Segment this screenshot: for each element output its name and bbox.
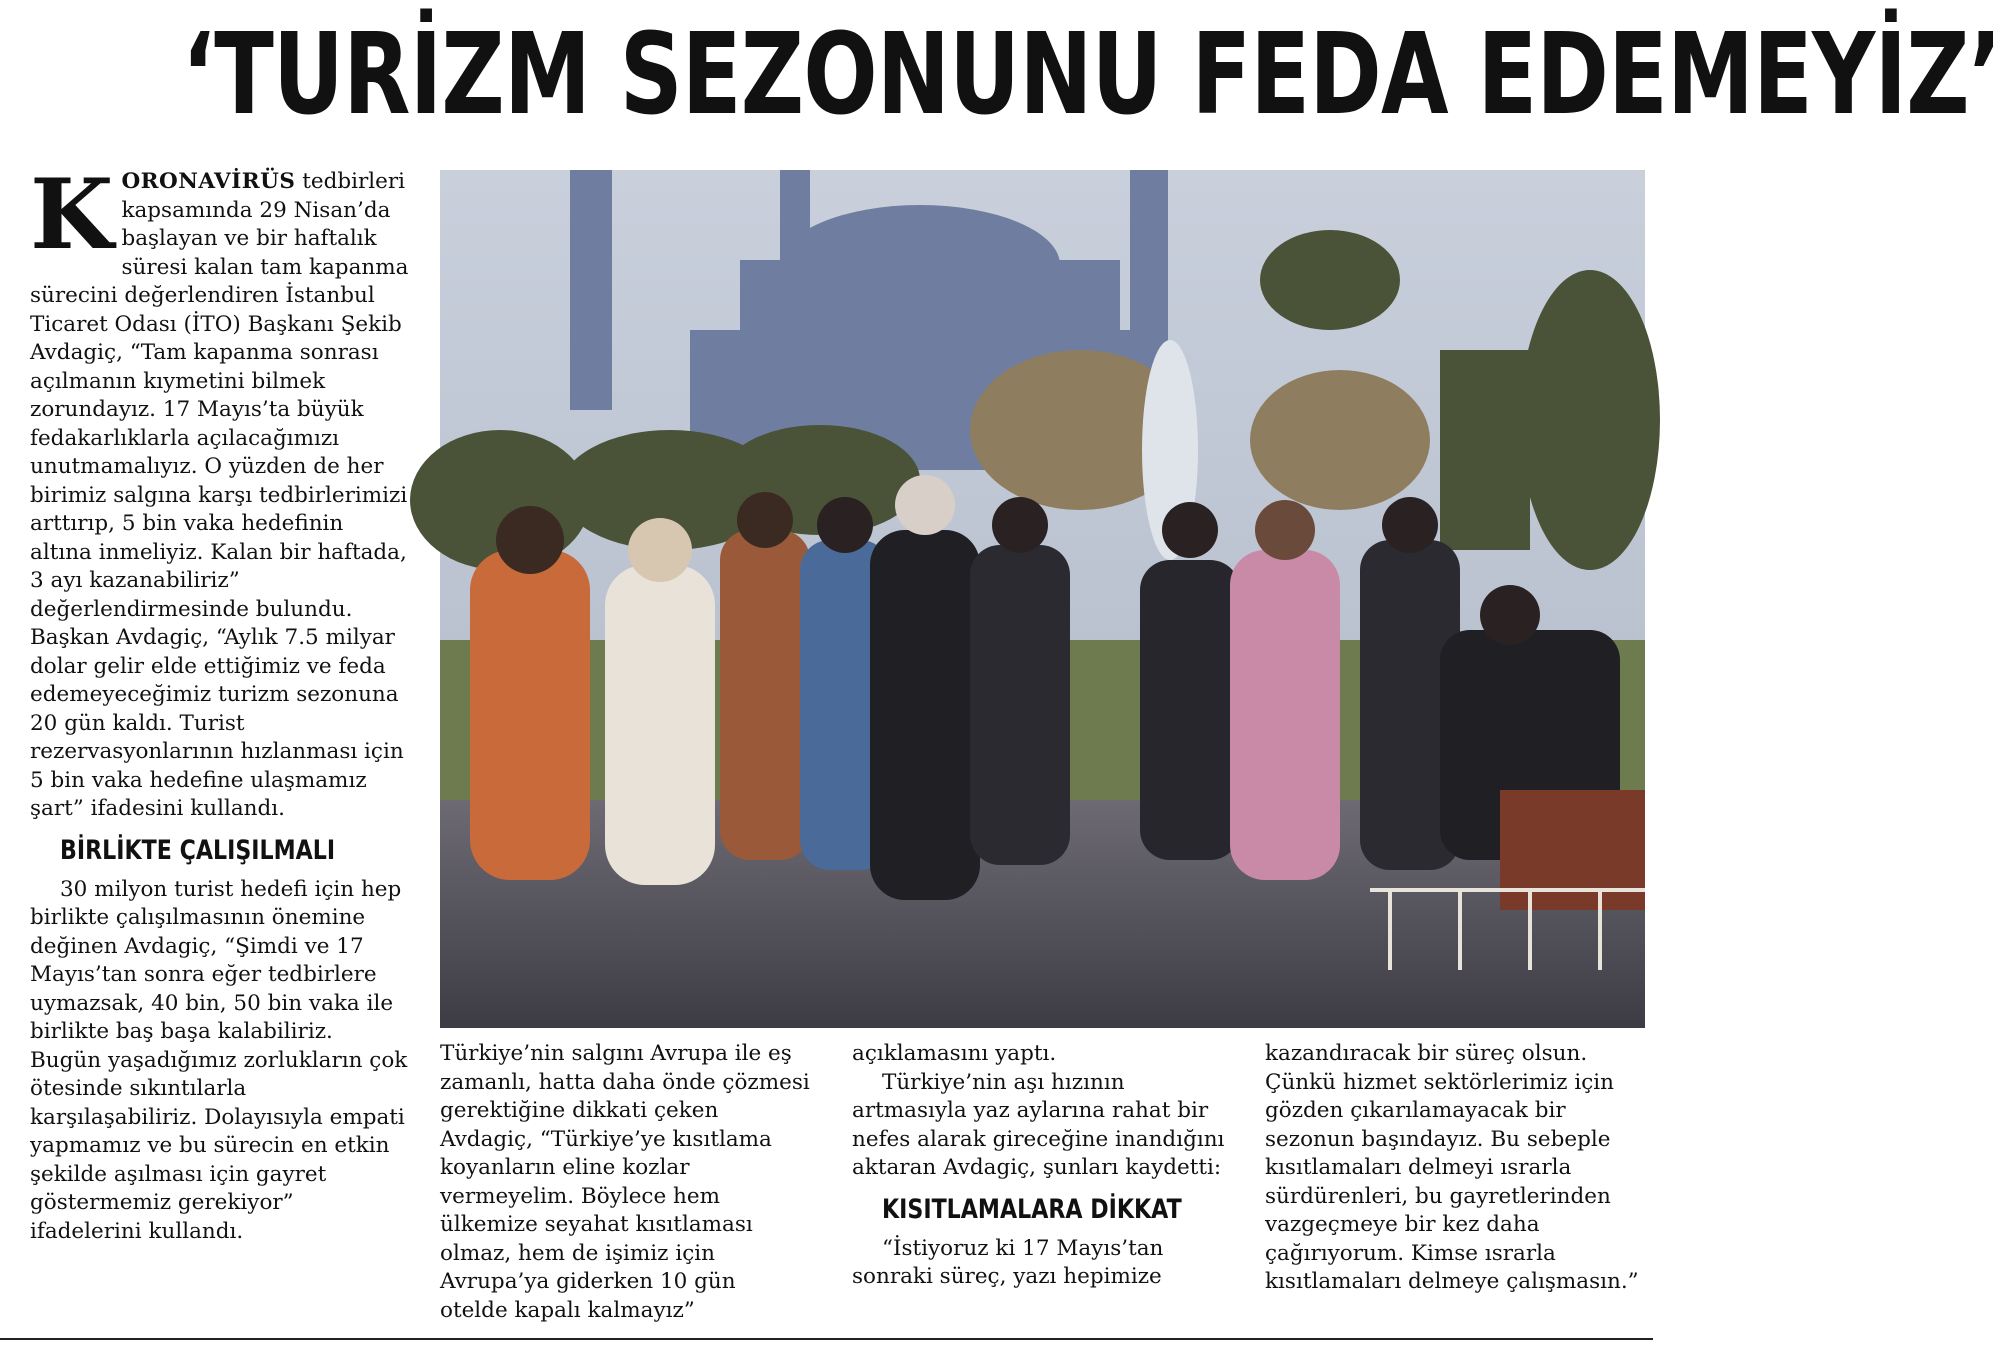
paragraph: 30 milyon turist hedefi için hep birlikte çalışılmasının önemine değinen Avdagiç, “Şimdi ve 17 Mayıs’tan sonra eğer tedbirlere uymazsak, 40 bin, 50 bin vaka ile birlikte baş başa kalabiliriz. Bugün yaşadığımız zorlukların çok ötesinde sıkıntılarla karşılaşabiliriz. Dolayısıyla empati yapmamız ve bu sürecin en etkin şekilde aşılması için gayret göstermemiz gerekiyor” ifadelerini kullandı.: [30, 876, 408, 1244]
paragraph: “İstiyoruz ki 17 Mayıs’tan sonraki süreç, yazı hepimize: [852, 1235, 1164, 1289]
drop-cap: K: [30, 158, 114, 271]
photo-tourists-icon: [440, 170, 1645, 1028]
article-column-4: [1265, 1040, 1640, 1297]
lead-caps: ORONAVİRÜS: [121, 169, 296, 194]
news-photo: [440, 170, 1645, 1028]
article-column-1: [30, 158, 410, 1246]
headline: ‘TURİZM SEZONUNU FEDA EDEMEYİZ’: [181, 10, 2001, 140]
paragraph: Türkiye’nin salgını Avrupa ile eş zamanlı, hatta daha önde çözmesi gerektiğine dikkati çeken Avdagiç, “Türkiye’ye kısıtlama koyanların eline kozlar vermeyelim. Böylece hem ülkemize seyahat kısıtlaması olmaz, hem de işimiz için Avrupa’ya giderken 10 gün otelde kapalı kalmayız”: [440, 1041, 810, 1323]
subheading-kisitlamalara: KISITLAMALARA DİKKAT: [882, 1193, 1182, 1225]
subheading-birlikte: BİRLİKTE ÇALIŞILMALI: [60, 834, 336, 866]
lead-text: tedbirleri kapsamında 29 Nisan’da başlayan ve bir haftalık süresi kalan tam kapanma sürecini değerlendiren İstanbul Ticaret Odası (İTO) Başkanı Şekib Avdagiç, “Tam kapanma sonrası açılmanın kıymetini bilmek zorundayız. 17 Mayıs’ta büyük fedakarlıklarla açılacağımızı unutmamalıyız. O yüzden de her birimiz salgına karşı tedbirlerimizi arttırıp, 5 bin vaka hedefinin altına inmeliyiz. Kalan bir haftada, 3 ayı kazanabiliriz” değerlendirmesinde bulundu. Başkan Avdagiç, “Aylık 7.5 milyar dolar gelir elde ettiğimiz ve feda edemeyeceğimiz turizm sezonuna 20 gün kaldı. Turist rezervasyonlarının hızlanması için 5 bin vaka hedefine ulaşmamız şart” ifadesini kullandı.: [30, 169, 409, 821]
paragraph: kazandıracak bir süreç olsun. Çünkü hizmet sektörlerimiz için gözden çıkarılamayacak bir sezonun başındayız. Bu sebeple kısıtlamaları delmeyi ısrarla sürdürenleri, bu gayretlerinden vazgeçmeye bir kez daha çağırıyorum. Kimse ısrarla kısıtlamaları delmeye çalışmasın.”: [1265, 1041, 1639, 1294]
paragraph: açıklamasını yaptı.: [852, 1041, 1057, 1066]
bottom-rule: [0, 1338, 1653, 1340]
paragraph: Türkiye’nin aşı hızının artmasıyla yaz aylarına rahat bir nefes alarak gireceğine inandığını aktaran Avdagiç, şunları kaydetti:: [852, 1069, 1225, 1180]
article-column-2: [440, 1040, 810, 1325]
article-column-3: [852, 1040, 1227, 1292]
lead-paragraph: [30, 158, 410, 824]
